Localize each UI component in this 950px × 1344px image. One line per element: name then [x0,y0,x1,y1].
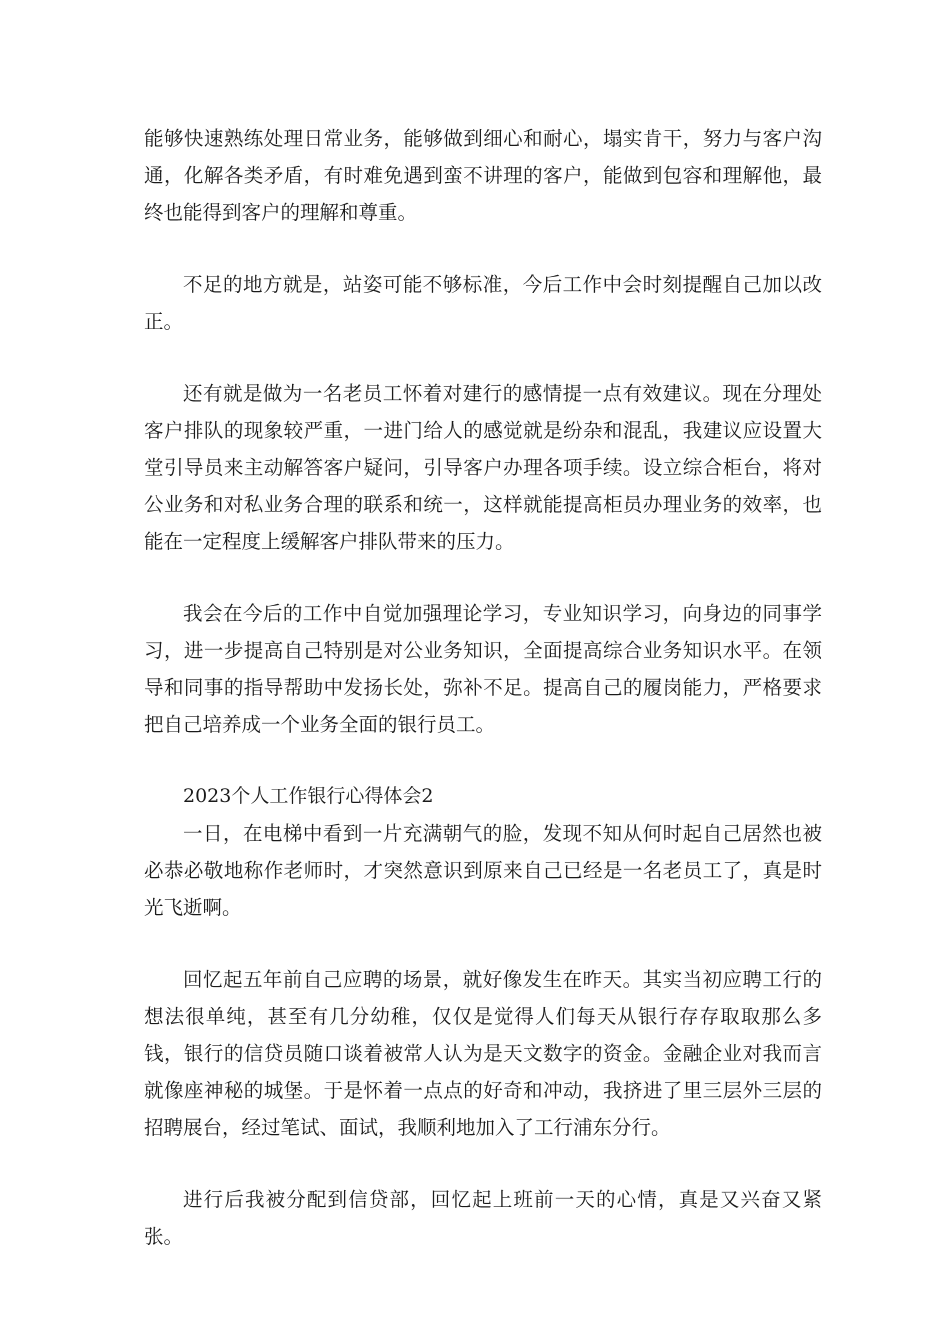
paragraph-4: 我会在今后的工作中自觉加强理论学习，专业知识学习，向身边的同事学习，进一步提高自己特别是对公业务知识，全面提高综合业务知识水平。在领导和同事的指导帮助中发扬长处，弥补不足。提高自己的履岗能力，严格要求把自己培养成一个业务全面的银行员工。 [144,602,822,736]
paragraph-2: 不足的地方就是，站姿可能不够标准，今后工作中会时刻提醒自己加以改正。 [144,273,822,333]
paragraph-1: 能够快速熟练处理日常业务，能够做到细心和耐心，塌实肯干，努力与客户沟通，化解各类矛盾，有时难免遇到蛮不讲理的客户，能做到包容和理解他，最终也能得到客户的理解和尊重。 [144,127,822,224]
paragraph-6: 回忆起五年前自己应聘的场景，就好像发生在昨天。其实当初应聘工行的想法很单纯，甚至有几分幼稚，仅仅是觉得人们每天从银行存存取取那么多钱，银行的信贷员随口谈着被常人认为是天文数字的资金。金融企业对我而言就像座神秘的城堡。于是怀着一点点的好奇和冲动，我挤进了里三层外三层的招聘展台，经过笔试、面试，我顺利地加入了工行浦东分行。 [144,968,822,1139]
paragraph-5: 一日，在电梯中看到一片充满朝气的脸，发现不知从何时起自己居然也被必恭必敬地称作老师时，才突然意识到原来自己已经是一名老员工了，真是时光飞逝啊。 [144,822,822,919]
section-heading: 2023个人工作银行心得体会2 [183,785,434,807]
paragraph-7: 进行后我被分配到信贷部，回忆起上班前一天的心情，真是又兴奋又紧张。 [144,1188,822,1248]
paragraph-3: 还有就是做为一名老员工怀着对建行的感情提一点有效建议。现在分理处客户排队的现象较严重，一进门给人的感觉就是纷杂和混乱，我建议应设置大堂引导员来主动解答客户疑问，引导客户办理各项手续。设立综合柜台，将对公业务和对私业务合理的联系和统一，这样就能提高柜员办理业务的效率，也能在一定程度上缓解客户排队带来的压力。 [144,382,822,553]
document-page [144,120,822,1255]
